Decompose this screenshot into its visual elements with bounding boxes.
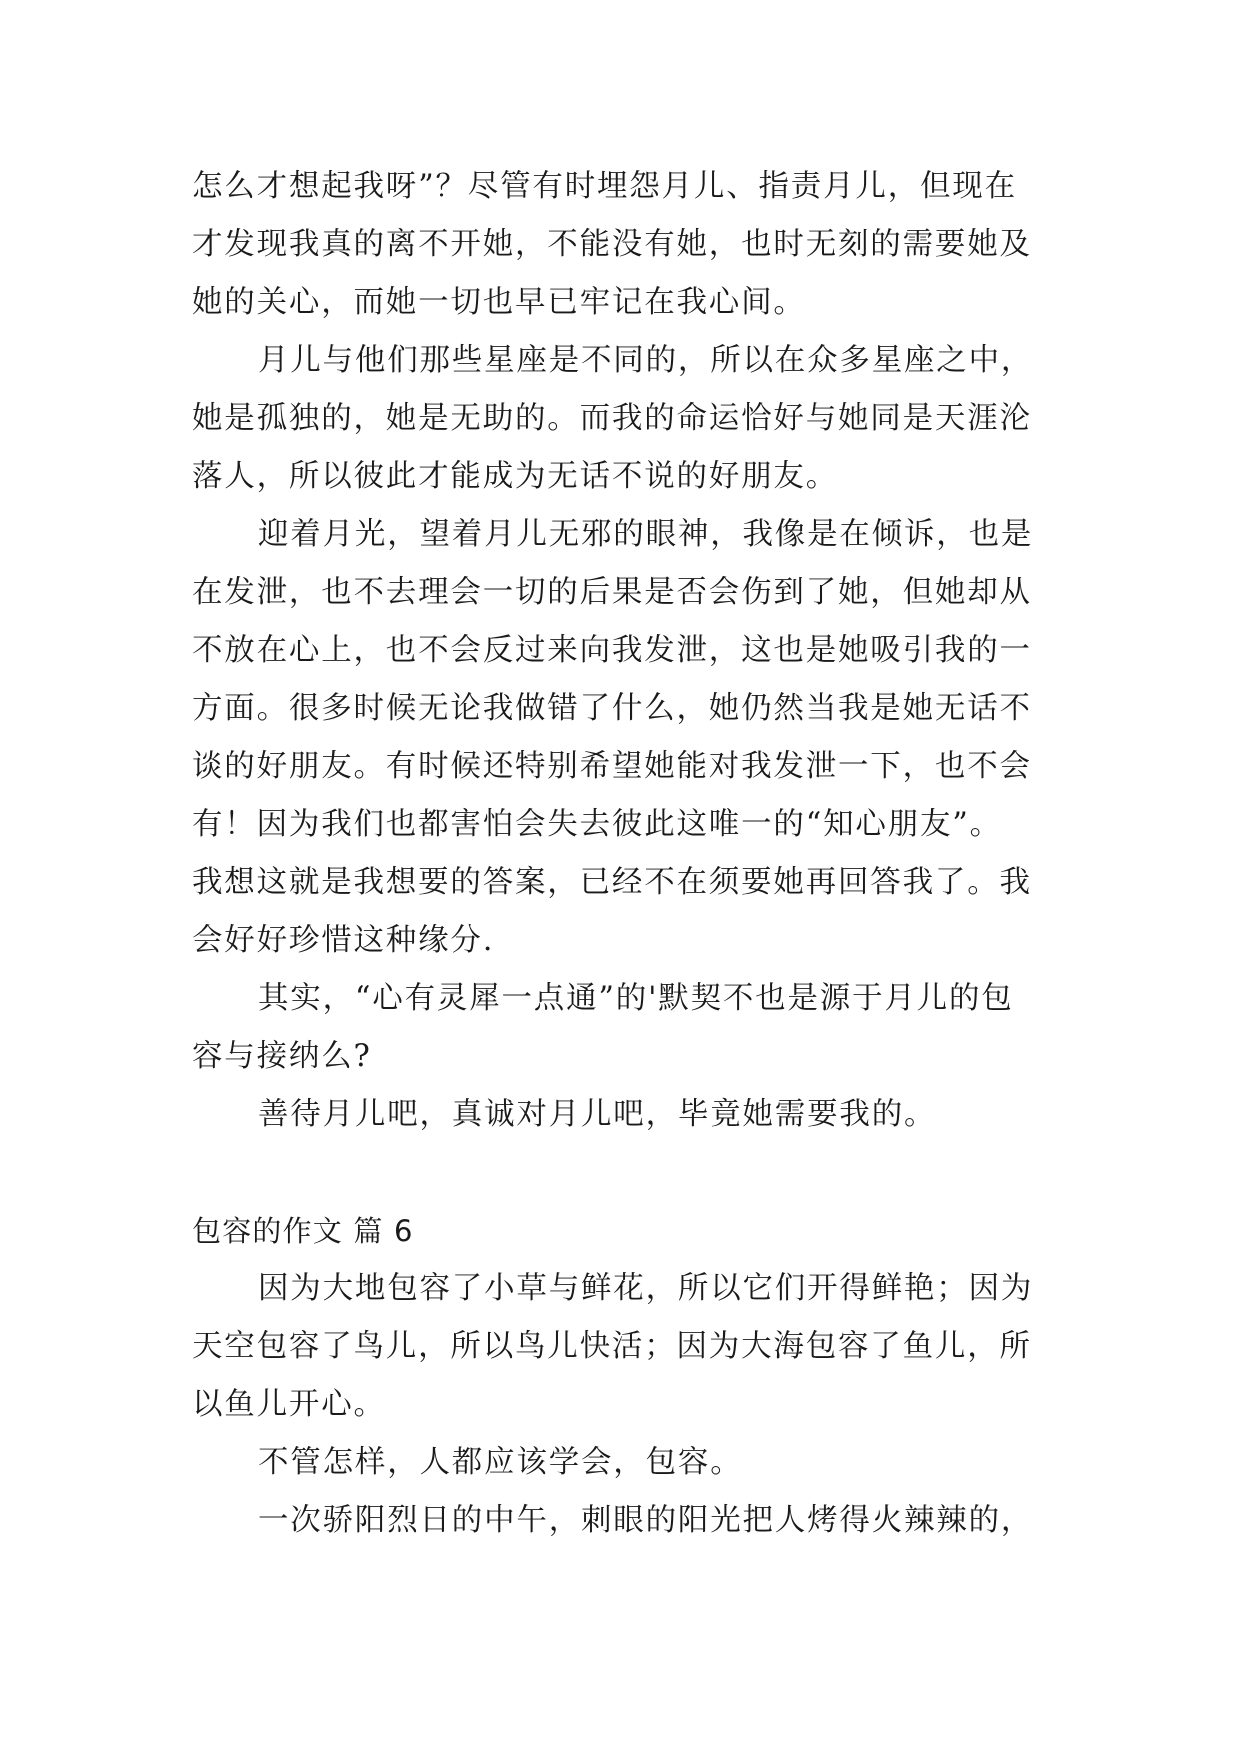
paragraph-first-line: 善待月儿吧，真诚对月儿吧，毕竟她需要我的。 (258, 1097, 937, 1132)
paragraph-line: 方面。很多时候无论我做错了什么，她仍然当我是她无话不 (192, 691, 1032, 726)
paragraph-first-line: 月儿与他们那些星座是不同的，所以在众多星座之中， (258, 343, 1034, 378)
paragraph-first-line: 其实，“心有灵犀一点通”的'默契不也是源于月儿的包 (258, 981, 1014, 1016)
paragraph-line: 才发现我真的离不开她，不能没有她，也时无刻的需要她及 (192, 227, 1032, 262)
paragraph-line: 会好好珍惜这种缘分. (192, 923, 495, 958)
paragraph-line: 怎么才想起我呀”？尽管有时埋怨月儿、指责月儿，但现在 (192, 169, 1017, 204)
paragraph-line: 谈的好朋友。有时候还特别希望她能对我发泄一下，也不会 (192, 749, 1032, 784)
paragraph-line: 她的关心，而她一切也早已牢记在我心间。 (192, 285, 806, 320)
paragraph-line: 我想这就是我想要的答案，已经不在须要她再回答我了。我 (192, 865, 1032, 900)
paragraph-line: 容与接纳么? (192, 1039, 372, 1074)
paragraph-line: 以鱼儿开心。 (192, 1387, 386, 1422)
paragraph-line: 有！因为我们也都害怕会失去彼此这唯一的“知心朋友”。 (192, 807, 1002, 842)
paragraph-line: 在发泄，也不去理会一切的后果是否会伤到了她，但她却从 (192, 575, 1032, 610)
blank-line (192, 1144, 1072, 1202)
document-body (192, 158, 1072, 1550)
paragraph-first-line: 迎着月光，望着月儿无邪的眼神，我像是在倾诉，也是 (258, 517, 1034, 552)
paragraph-line: 她是孤独的，她是无助的。而我的命运恰好与她同是天涯沦 (192, 401, 1032, 436)
paragraph-line: 落人，所以彼此才能成为无话不说的好朋友。 (192, 459, 838, 494)
paragraph-line: 不放在心上，也不会反过来向我发泄，这也是她吸引我的一 (192, 633, 1032, 668)
paragraph-first-line: 一次骄阳烈日的中午，刺眼的阳光把人烤得火辣辣的， (258, 1503, 1034, 1538)
section-heading: 包容的作文 篇 6 (192, 1214, 414, 1248)
paragraph-line: 天空包容了鸟儿，所以鸟儿快活；因为大海包容了鱼儿，所 (192, 1329, 1032, 1364)
paragraph-first-line: 不管怎样，人都应该学会，包容。 (258, 1445, 743, 1480)
paragraph-first-line: 因为大地包容了小草与鲜花，所以它们开得鲜艳；因为 (258, 1271, 1034, 1306)
